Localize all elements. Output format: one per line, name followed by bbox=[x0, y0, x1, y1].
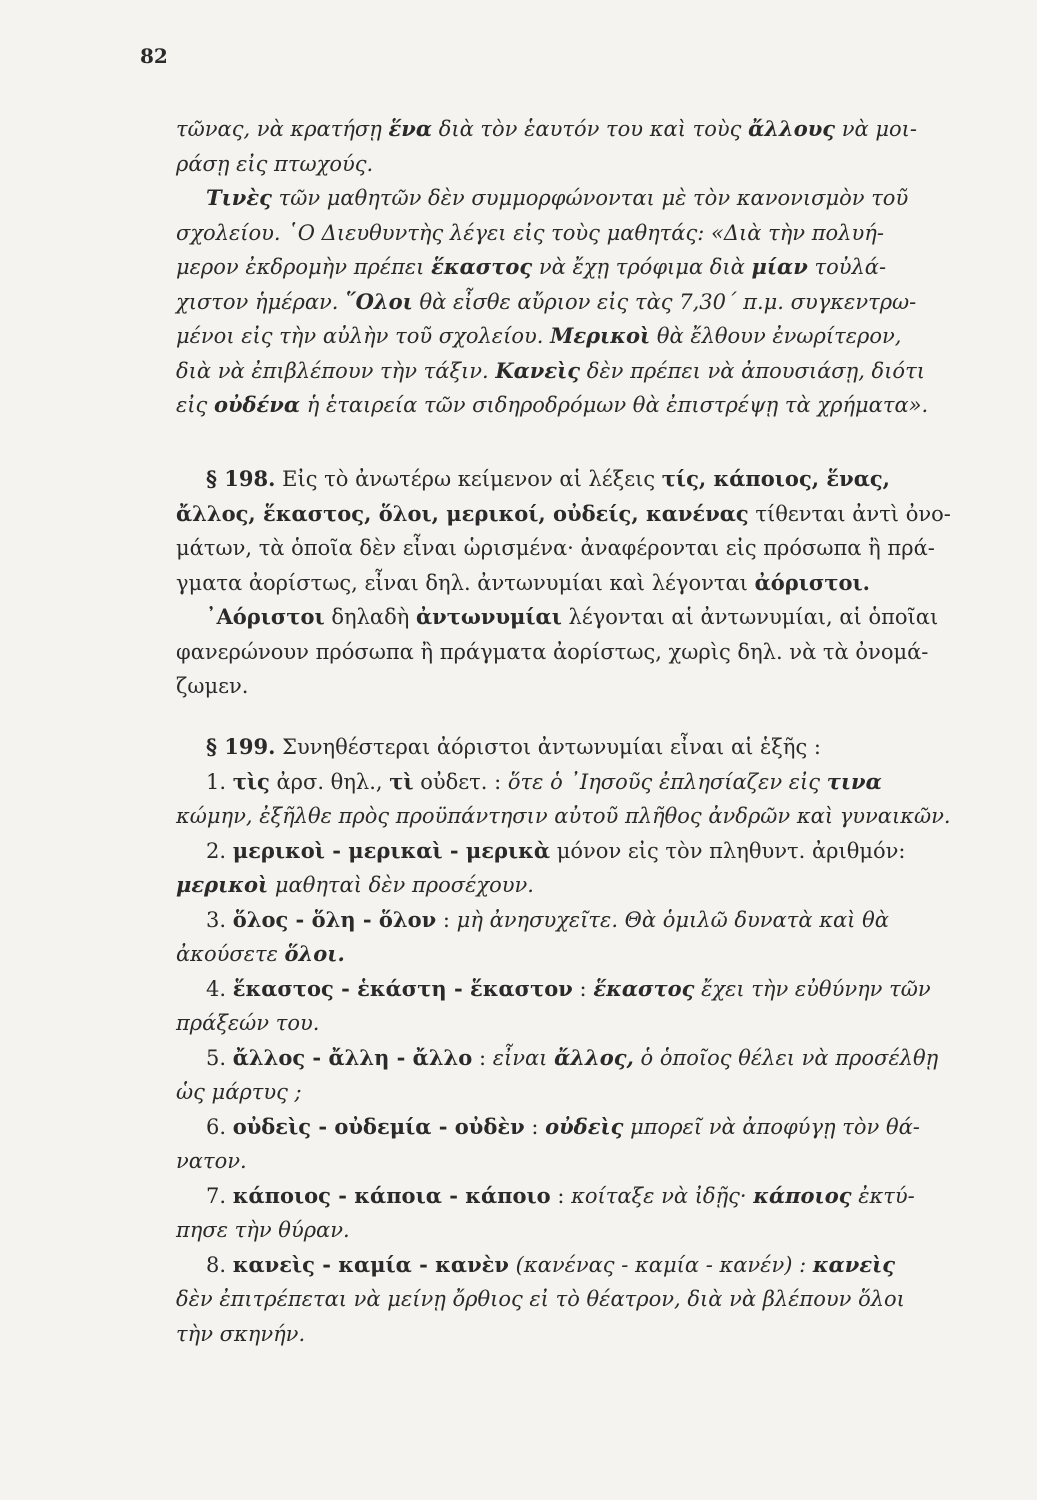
intro-paragraphs bbox=[176, 112, 1002, 423]
text-line: ζωμεν. bbox=[176, 674, 249, 698]
text-line: εἰς οὐδένα ἡ ἑταιρεία τῶν σιδηροδρόμων θὰ ἐπιστρέψῃ τὰ χρήματα». bbox=[176, 392, 929, 417]
text-line: 4. ἕκαστος - ἑκάστη - ἕκαστον : ἕκαστος ἔχει τὴν εὐθύνην τῶν bbox=[206, 975, 931, 1001]
text-line: διὰ νὰ ἐπιβλέπουν τὴν τάξιν. Κανεὶς δὲν πρέπει νὰ ἀπουσιάσῃ, διότι bbox=[176, 357, 925, 383]
text-line: φανερώνουν πρόσωπα ἢ πράγματα ἀορίστως, χωρὶς δηλ. νὰ τὰ ὀνομά- bbox=[176, 639, 929, 664]
text-line: 5. ἄλλος - ἄλλη - ἄλλο : εἶναι ἄλλος, ὁ ὁποῖος θέλει νὰ προσέλθῃ bbox=[206, 1044, 939, 1070]
text-line: 2. μερικοὶ - μερικαὶ - μερικὰ μόνον εἰς τὸν πληθυντ. ἀριθμόν: bbox=[206, 837, 906, 863]
text-line: Τινὲς τῶν μαθητῶν δὲν συμμορφώνονται μὲ τὸν κανονισμὸν τοῦ bbox=[206, 185, 909, 210]
text-line: γματα ἀορίστως, εἶναι δηλ. ἀντωνυμίαι καὶ λέγονται ἀόριστοι. bbox=[176, 569, 870, 595]
text-line: νατον. bbox=[176, 1149, 247, 1173]
text-line: 6. οὐδεὶς - οὐδεμία - οὐδὲν : οὐδεὶς μπορεῖ νὰ ἀποφύγῃ τὸν θά- bbox=[206, 1113, 920, 1139]
section-199 bbox=[176, 730, 1002, 1351]
text-line: ἄλλος, ἕκαστος, ὅλοι, μερικοί, οὐδείς, κανένας τίθενται ἀντὶ ὀνο- bbox=[176, 500, 951, 526]
text-line: § 198. Εἰς τὸ ἀνωτέρω κείμενον αἱ λέξεις τίς, κάποιος, ἕνας, bbox=[206, 466, 890, 491]
text-line: δὲν ἐπιτρέπεται νὰ μείνῃ ὄρθιος εἰ τὸ θέατρον, διὰ νὰ βλέπουν ὅλοι bbox=[176, 1287, 905, 1311]
text-line: ὡς μάρτυς ; bbox=[176, 1080, 302, 1104]
text-line: ράσῃ εἰς πτωχούς. bbox=[176, 151, 374, 176]
text-line: ᾿Αόριστοι δηλαδὴ ἀντωνυμίαι λέγονται αἱ ἀντωνυμίαι, αἱ ὁποῖαι bbox=[206, 604, 939, 629]
text-line: μερον ἐκδρομὴν πρέπει ἕκαστος νὰ ἔχῃ τρόφιμα διὰ μίαν τοὐλά- bbox=[176, 254, 887, 279]
text-line: μένοι εἰς τὴν αὐλὴν τοῦ σχολείου. Μερικοὶ θὰ ἔλθουν ἐνωρίτερον, bbox=[176, 323, 902, 348]
text-line: σχολείου. ῾Ο Διευθυντὴς λέγει εἰς τοὺς μαθητάς: «Διὰ τὴν πολυή- bbox=[176, 220, 884, 245]
text-line: ἀκούσετε ὅλοι. bbox=[176, 941, 345, 966]
section-198 bbox=[176, 462, 1002, 704]
text-line: τὴν σκηνήν. bbox=[176, 1321, 306, 1346]
text-line: § 199. Συνηθέστεραι ἀόριστοι ἀντωνυμίαι εἶναι αἱ ἑξῆς : bbox=[206, 734, 821, 759]
page-number: 82 bbox=[140, 44, 168, 68]
text-line: τῶνας, νὰ κρατήσῃ ἕνα διὰ τὸν ἑαυτόν του καὶ τοὺς ἄλλους νὰ μοι- bbox=[176, 116, 917, 141]
text-line: μερικοὶ μαθηταὶ δὲν προσέχουν. bbox=[176, 872, 534, 897]
text-line: 3. ὅλος - ὅλη - ὅλον : μὴ ἀνησυχεῖτε. Θὰ ὁμιλῶ δυνατὰ καὶ θὰ bbox=[206, 906, 889, 932]
text-line: πράξεών του. bbox=[176, 1011, 320, 1035]
text-line: μάτων, τὰ ὁποῖα δὲν εἶναι ὡρισμένα· ἀναφέρονται εἰς πρόσωπα ἢ πρά- bbox=[176, 536, 935, 560]
text-line: 1. τὶς ἀρσ. θηλ., τὶ οὐδετ. : ὅτε ὁ ᾿Ιησοῦς ἐπλησίαζεν εἰς τινα bbox=[206, 768, 882, 794]
text-line: 8. κανεὶς - καμία - κανὲν (κανένας - καμία - κανέν) : κανεὶς bbox=[206, 1251, 896, 1277]
text-line: πησε τὴν θύραν. bbox=[176, 1218, 350, 1242]
text-line: κώμην, ἐξῆλθε πρὸς προϋπάντησιν αὐτοῦ πλῆθος ἀνδρῶν καὶ γυναικῶν. bbox=[176, 804, 951, 828]
text-line: 7. κάποιος - κάποια - κάποιο : κοίταξε νὰ ἰδῇς· κάποιος ἐκτύ- bbox=[206, 1182, 915, 1208]
text-line: χιστον ἡμέραν. ῞Ολοι θὰ εἶσθε αὔριον εἰς τὰς 7,30΄ π.μ. συγκεντρω- bbox=[176, 288, 917, 314]
